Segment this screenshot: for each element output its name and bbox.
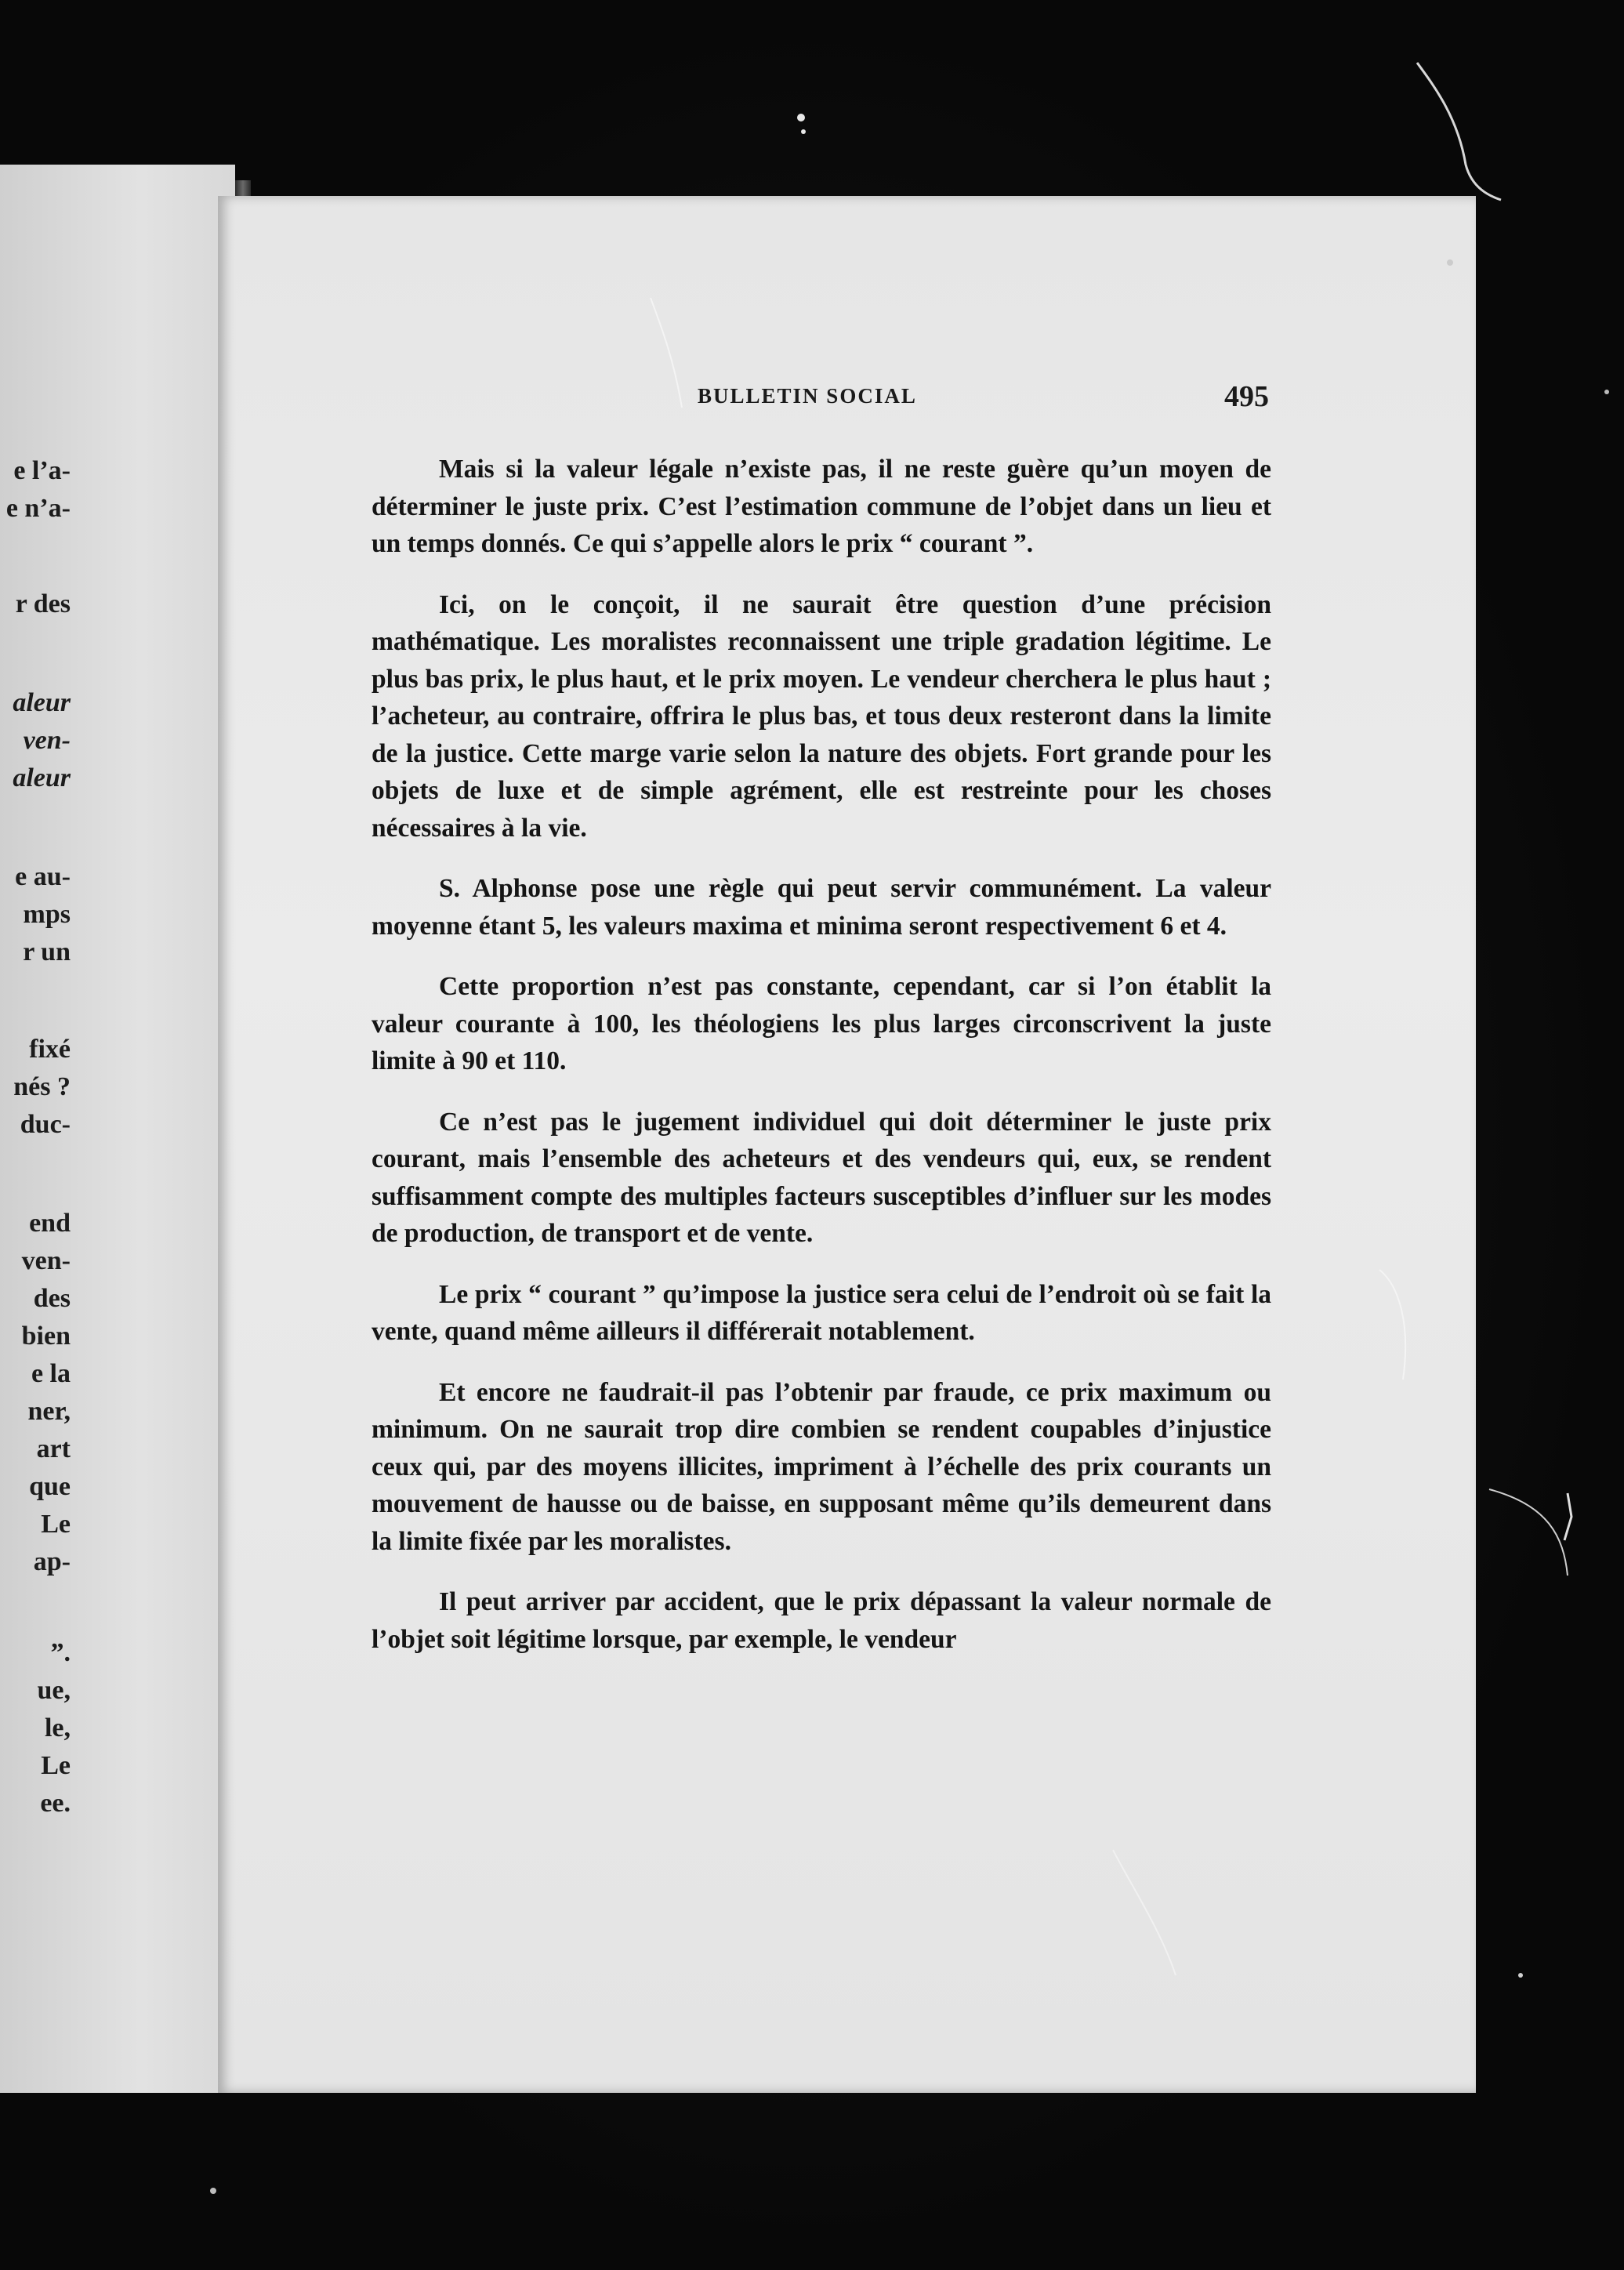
page-number: 495: [1224, 380, 1269, 413]
line-fragment: e la: [31, 1359, 71, 1388]
line-fragment: ven-: [21, 1246, 71, 1275]
line-fragment: ”.: [50, 1638, 71, 1667]
line-fragment: que: [29, 1472, 71, 1501]
line-fragment: bien: [21, 1322, 71, 1351]
line-fragment: r des: [15, 589, 71, 618]
line-fragment: e n’a-: [5, 494, 71, 523]
line-fragment: ven-: [23, 726, 71, 755]
paragraph: Il peut arriver par accident, que le prix dépassant la valeur normale de l’objet soit légitime lorsque, par exemple, le vendeur: [372, 1587, 1271, 1654]
paragraph: Mais si la valeur légale n’existe pas, il ne reste guère qu’un moyen de déterminer le juste prix. C’est l’estimation commune de l’objet dans un lieu et un temps donnés. Ce qui s’appelle alors le prix “ courant ”.: [372, 455, 1271, 558]
line-fragment: ee.: [40, 1789, 71, 1818]
line-fragment: le,: [44, 1713, 71, 1742]
line-fragment: nés ?: [13, 1072, 71, 1101]
paragraph: Cette proportion n’est pas constante, cependant, car si l’on établit la valeur courante à 100, les théologiens les plus larges circonscrivent la juste limite à 90 et 110.: [372, 972, 1271, 1075]
line-fragment: Le: [41, 1510, 71, 1539]
paragraph: Le prix “ courant ” qu’impose la justice sera celui de l’endroit où se fait la vente, quand même ailleurs il différerait notablement.: [372, 1279, 1271, 1346]
line-fragment: art: [36, 1434, 71, 1463]
line-fragment: ue,: [37, 1676, 71, 1705]
paragraph: Et encore ne faudrait-il pas l’obtenir par fraude, ce prix maximum ou minimum. On ne saurait trop dire combien se rendent coupables d’injustice ceux qui, par des moyens illicites, impriment à l’échelle des prix courants un mouvement de hausse ou de baisse, en supposant même qu’ils demeurent dans la limite fixée par les moralistes.: [372, 1377, 1271, 1556]
previous-page-text: [0, 165, 235, 2093]
paragraph: S. Alphonse pose une règle qui peut servir communément. La valeur moyenne étant 5, les valeurs maxima et minima seront respectivement 6 et 4.: [372, 874, 1271, 941]
line-fragment: aleur: [13, 688, 71, 717]
line-fragment: e au-: [15, 862, 71, 891]
line-fragment: des: [33, 1284, 71, 1313]
paragraph: Ici, on le conçoit, il ne saurait être question d’une précision mathématique. Les moralistes reconnaissent une triple gradation légitime. Le plus bas prix, le plus haut, et le prix moyen. Le vendeur cherchera le plus haut ; l’acheteur, au contraire, offrira le plus bas, et tous deux resteront dans la limite de la justice. Cette marge varie selon la nature des objets. Fort grande pour les objets de luxe et de simple agrément, elle est restreinte pour les choses nécessaires à la vie.: [372, 589, 1271, 843]
line-fragment: duc-: [20, 1110, 71, 1139]
body-text: [372, 451, 1271, 1681]
running-title: BULLETIN SOCIAL: [698, 384, 917, 408]
line-fragment: e l’a-: [13, 456, 71, 485]
line-fragment: ner,: [27, 1397, 71, 1426]
page: [218, 196, 1476, 2093]
running-head: [218, 380, 1476, 423]
previous-page-edge: [0, 165, 235, 2093]
line-fragment: Le: [41, 1751, 71, 1780]
paragraph: Ce n’est pas le jugement individuel qui doit déterminer le juste prix courant, mais l’ensemble des acheteurs et des vendeurs qui, eux, se rendent suffisamment compte des multiples facteurs susceptibles d’influer sur les modes de production, de transport et de vente.: [372, 1107, 1271, 1248]
line-fragment: ap-: [33, 1547, 71, 1576]
line-fragment: r un: [23, 937, 71, 966]
line-fragment: aleur: [13, 763, 71, 792]
line-fragment: end: [29, 1209, 71, 1238]
line-fragment: fixé: [29, 1035, 71, 1064]
line-fragment: mps: [23, 900, 71, 929]
